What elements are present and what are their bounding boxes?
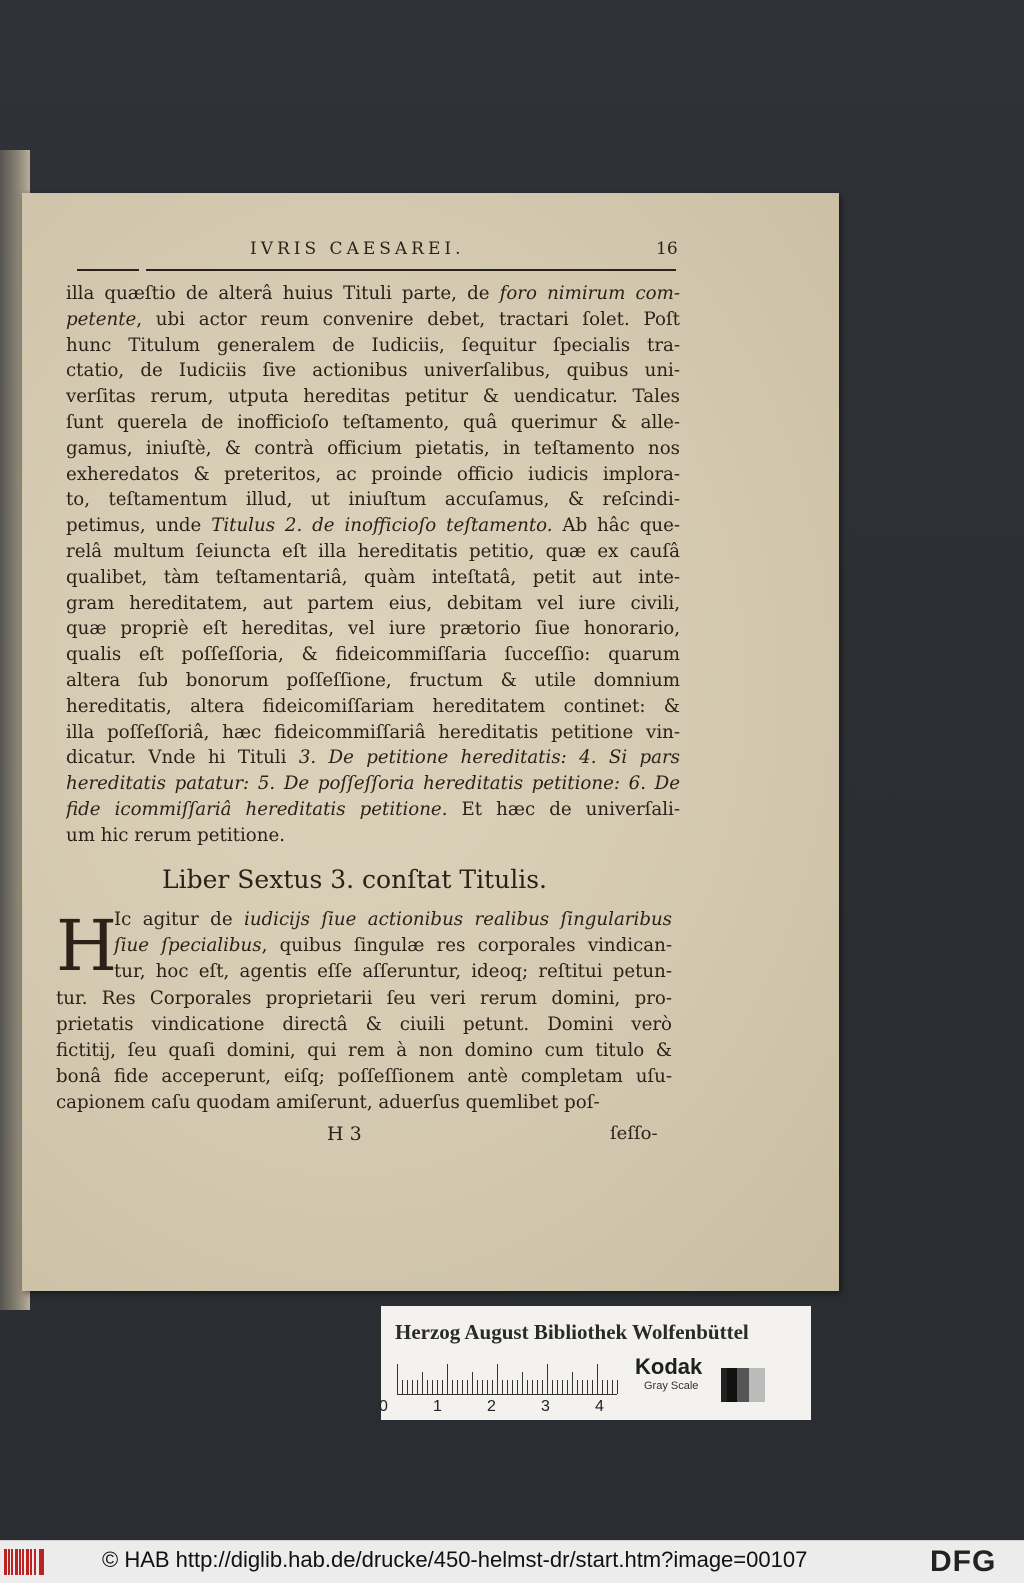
text-line [66,797,680,823]
ruler-tick [502,1380,503,1394]
ruler-tick [462,1380,463,1394]
barcode-stripe [19,1549,21,1575]
text-line [66,513,680,539]
barcode-stripe [4,1549,7,1575]
barcode-icon [4,1549,46,1575]
ruler-tick [532,1380,533,1394]
body-text [66,281,680,849]
text-line [66,358,680,384]
scale-ruler [397,1360,617,1396]
ruler-number: 3 [541,1398,550,1415]
ruler-tick [587,1380,588,1394]
text-line [66,487,680,513]
running-head [22,239,839,263]
text-run: hereditatis, altera fideicomiſſariam hereditatem continet: & [66,695,680,717]
text-run: Titulus 2. de inofficioſo teſtamento. [211,515,553,537]
text-run: tur. Res Corporales proprietarii ſeu veri rerum domini, pro- [56,987,672,1009]
book-page [22,193,839,1291]
barcode-stripe [26,1549,29,1575]
drop-capital: H [56,905,118,987]
ruler-tick [512,1380,513,1394]
head-rule-right [146,269,676,271]
ruler-tick [507,1380,508,1394]
ruler-tick [412,1380,413,1394]
text-run: foro nimirum com- [499,283,680,304]
ruler-tick [607,1380,608,1394]
ruler-tick [427,1380,428,1394]
ruler-tick [557,1380,558,1394]
ruler-tick [482,1380,483,1394]
text-run: illa quæſtio de alterâ huius Tituli parte, de [66,283,500,304]
ruler-tick [517,1380,518,1394]
barcode-stripe [30,1549,32,1575]
page-number: 16 [656,239,678,259]
ruler-tick [562,1380,563,1394]
text-line [66,384,680,410]
ruler-tick [617,1380,618,1394]
text-line [56,933,672,959]
text-line [66,333,680,359]
second-paragraph [56,907,672,1117]
gray-patch [721,1368,765,1402]
ruler-tick [567,1380,568,1394]
head-rule-left [77,269,139,271]
text-run: relâ multum ſeiuncta eſt illa hereditatis petitio, quæ ex cauſâ [66,540,680,562]
text-line [66,745,680,771]
ruler-tick [457,1380,458,1394]
gray-scale-caption: Gray Scale [644,1380,699,1392]
text-line [56,1038,672,1064]
text-run: verſitas rerum, utputa hereditas petitur & uendicatur. Tales [66,386,680,408]
text-run: petimus, unde [66,515,212,537]
barcode-stripe [34,1549,36,1575]
text-line [66,694,680,720]
copyright-url[interactable]: © HAB http://diglib.hab.de/drucke/450-helmst-dr/start.htm?image=00107 [102,1547,808,1572]
ruler-tick [407,1380,408,1394]
ruler-tick [447,1364,448,1394]
ruler-tick [542,1380,543,1394]
ruler-tick [422,1372,423,1394]
text-line [66,410,680,436]
ruler-tick [452,1380,453,1394]
text-line [56,1064,672,1090]
ruler-tick [492,1380,493,1394]
text-run: hereditatis patatur: 5. De poſſeſſoria hereditatis petitione: 6. De [66,773,680,795]
footer-bar [0,1540,1024,1583]
text-run: exheredatos & preteritos, ac proinde officio iudicis implora- [66,463,680,485]
text-run: altera ſub bonorum poſſeſſione, fructum & utile domnium [66,669,680,691]
text-run: , quibus ſingulæ res corporales vindican- [261,935,672,957]
running-title: IVRIS CAESAREI. [250,239,465,259]
text-run: Ab hâc que- [552,515,680,537]
barcode-stripe [8,1549,10,1575]
text-line [66,668,680,694]
ruler-number: 0 [379,1398,388,1415]
ruler-tick [597,1364,598,1394]
ruler-tick [602,1380,603,1394]
text-run: um hic rerum petitione. [66,824,285,846]
text-line [66,720,680,746]
text-run: tur, hoc eſt, agentis eſſe aſſeruntur, ideoq; reſtitui petun- [114,961,672,983]
barcode-stripe [22,1549,24,1575]
ruler-tick [432,1380,433,1394]
text-run: gamus, iniuſtè, & contrà officium pietatis, in teſtamento nos [66,437,680,459]
text-run: fide icommiſſariâ hereditatis petitione. [66,798,448,820]
text-line [66,281,680,307]
text-line [66,642,680,668]
text-line [56,986,672,1012]
library-label [381,1306,811,1420]
text-line [56,1090,672,1116]
text-line [66,539,680,565]
barcode-stripe [42,1549,44,1575]
text-run: Ic agitur de [114,909,244,930]
ruler-tick [437,1380,438,1394]
text-run: hunc Titulum generalem de Iudiciis, ſequitur ſpecialis tra- [66,334,680,356]
text-run: dicatur. Vnde hi Tituli [66,747,299,769]
barcode-stripe [11,1549,13,1575]
barcode-stripe [15,1549,18,1575]
text-run: ctatio, de Iudiciis ſive actionibus univerſalibus, quibus uni- [66,360,680,382]
text-run: gram hereditatem, aut partem eius, debitam vel iure civili, [66,592,680,614]
ruler-tick [497,1364,498,1394]
text-run: qualibet, tàm teſtamentariâ, quàm inteſtatâ, petit aut inte- [66,566,680,588]
book-heading: Liber Sextus 3. conſtat Titulis. [162,865,547,894]
ruler-tick [592,1380,593,1394]
text-run: Et hæc de univerſali- [447,798,680,820]
ruler-number: 1 [433,1398,442,1415]
ruler-tick [572,1372,573,1394]
ruler-tick [547,1364,548,1394]
text-line [66,823,680,849]
ruler-tick [417,1380,418,1394]
text-run: fictitij, ſeu quaſi domini, qui rem à non domino cum titulo & [56,1040,672,1062]
ruler-tick [472,1372,473,1394]
dfg-logo: DFG [930,1545,997,1578]
ruler-tick [487,1380,488,1394]
text-run: illa poſſeſſoriâ, hæc fideicommiſſariâ hereditatis petitione vin- [66,721,680,743]
text-run: petente [66,308,137,330]
ruler-tick [552,1380,553,1394]
ruler-tick [582,1380,583,1394]
text-run: quæ propriè eſt hereditas, vel iure prætorio ſiue honorario, [66,618,680,640]
library-name: Herzog August Bibliothek Wolfenbüttel [395,1320,749,1344]
ruler-tick [467,1380,468,1394]
text-run: iudicijs ſiue actionibus realibus ſingularibus [244,909,672,930]
text-line [66,771,680,797]
kodak-logo: Kodak [635,1354,703,1379]
text-run: prietatis vindicatione directâ & ciuili petunt. Domini verò [56,1013,672,1035]
text-run: bonâ fide acceperunt, eiſq; poſſeſſionem antè completam uſu- [56,1066,672,1088]
text-line [66,307,680,333]
ruler-number: 4 [595,1398,604,1415]
text-run: capionem caſu quodam amiſerunt, aduerſus quemlibet poſ- [56,1092,600,1114]
text-run: to, teſtamentum illud, ut iniuſtum accuſamus, & reſcindi- [66,489,680,511]
catchword: ſeſſo- [610,1123,658,1144]
text-run: , ubi actor reum convenire debet, tractari ſolet. Poſt [136,308,680,330]
text-run: qualis eſt poſſeſſoria, & fideicommiſſaria ſucceſſio: quarum [66,644,680,666]
text-run: 3. De petitione hereditatis: 4. Si pars [298,747,680,769]
ruler-tick [527,1380,528,1394]
ruler-tick [537,1380,538,1394]
text-line [56,907,672,933]
text-line [66,591,680,617]
ruler-tick [612,1380,613,1394]
text-line [56,959,672,985]
text-line [66,436,680,462]
text-run: ſunt querela de inofficioſo teſtamento, quâ querimur & alle- [66,411,680,433]
text-line [66,462,680,488]
text-line [66,565,680,591]
ruler-tick [402,1380,403,1394]
text-line [56,1012,672,1038]
ruler-tick [397,1364,398,1394]
ruler-tick [442,1380,443,1394]
signature-mark: H 3 [327,1123,362,1145]
text-line [66,616,680,642]
ruler-number: 2 [487,1398,496,1415]
text-run: ſiue ſpecialibus [114,935,262,957]
ruler-tick [477,1380,478,1394]
ruler-tick [577,1380,578,1394]
ruler-tick [522,1372,523,1394]
